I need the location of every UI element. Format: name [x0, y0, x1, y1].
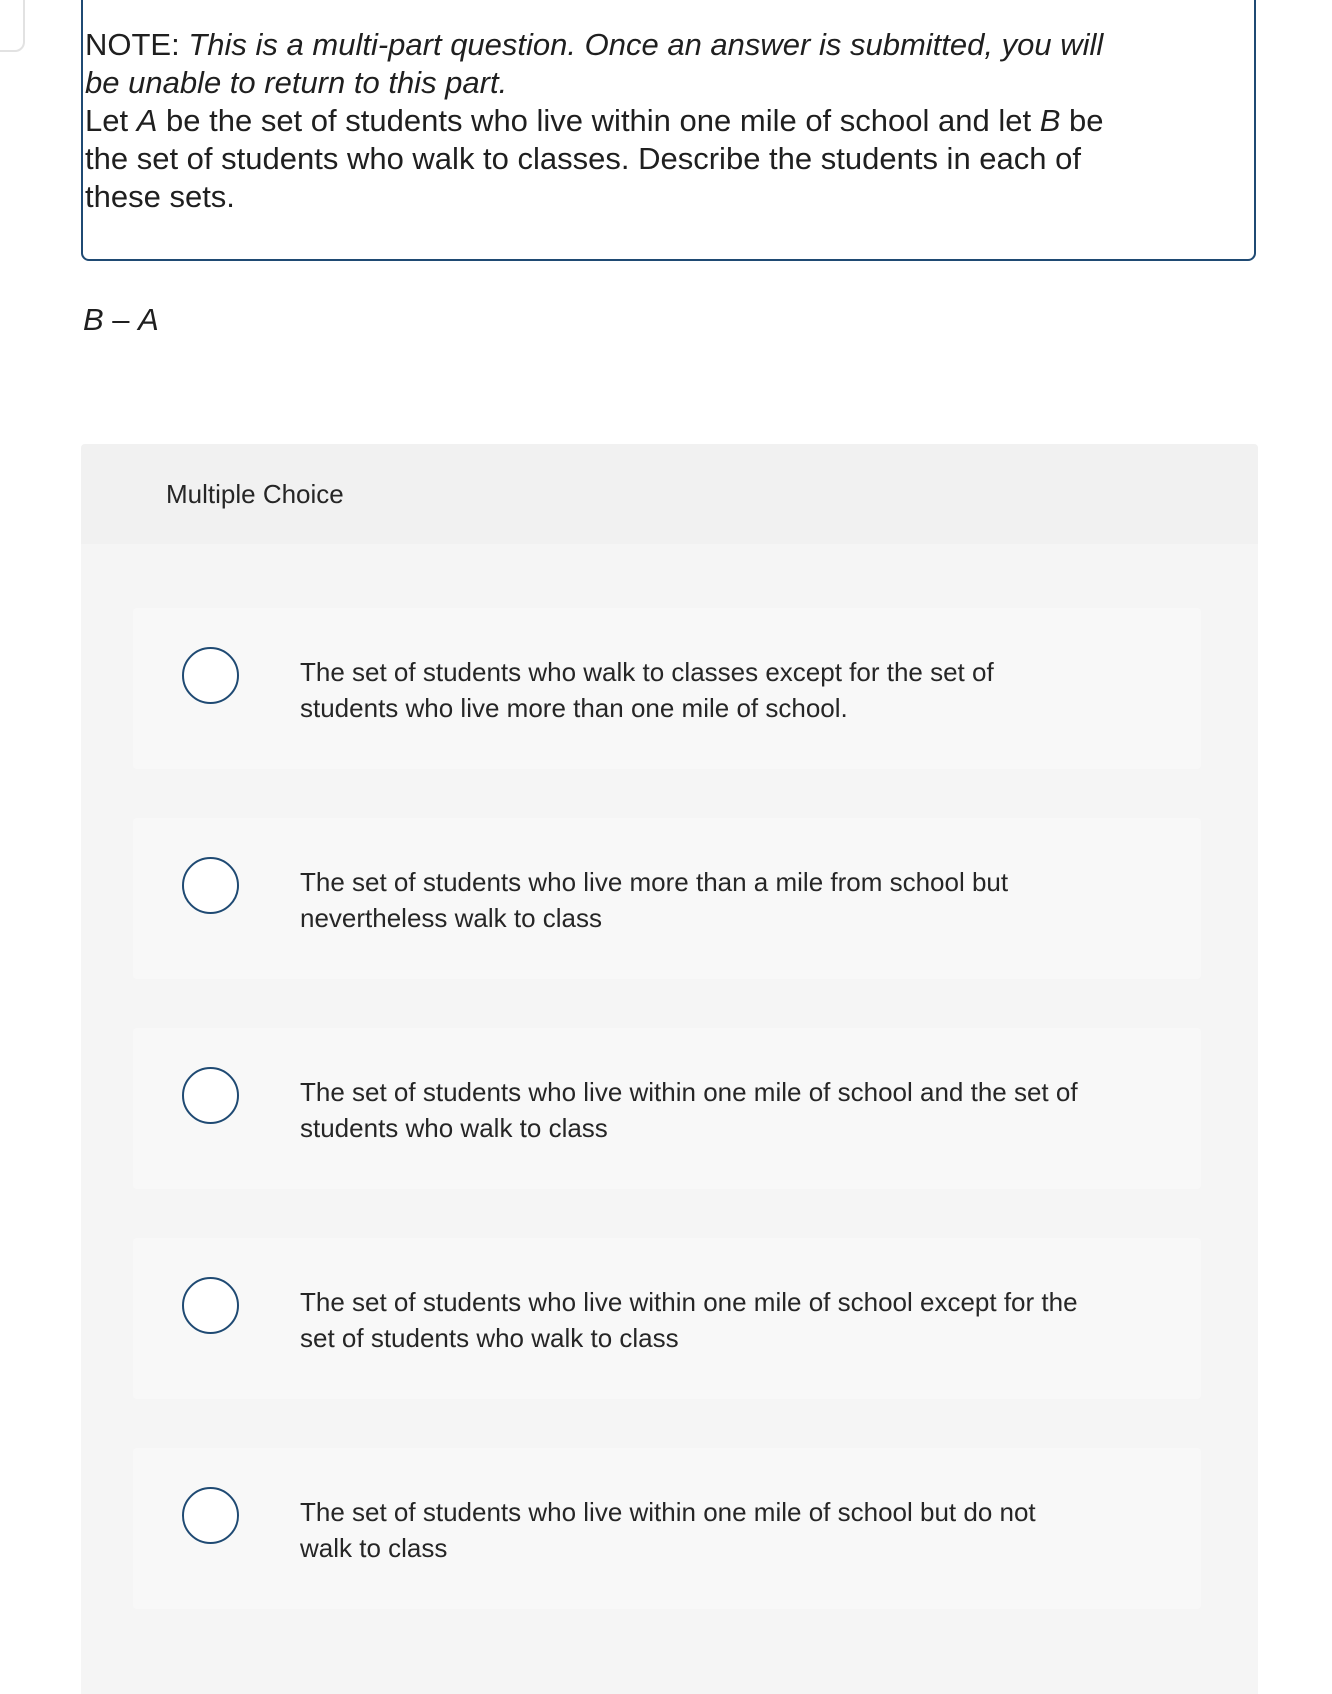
- prompt-var-b: B: [1039, 103, 1061, 138]
- question-prompt: [85, 102, 1145, 216]
- radio-button-icon[interactable]: [182, 1067, 239, 1124]
- expression-left: B: [83, 302, 104, 337]
- expression-right: A: [138, 302, 159, 337]
- multiple-choice-label: Multiple Choice: [166, 479, 344, 509]
- choice-text: The set of students who live within one mile of school but do not walk to class: [300, 1497, 1036, 1563]
- radio-button-icon[interactable]: [182, 647, 239, 704]
- choice-text: The set of students who live within one mile of school except for the set of students who walk to class: [300, 1287, 1078, 1353]
- radio-button-icon[interactable]: [182, 1487, 239, 1544]
- choice-text: The set of students who live within one mile of school and the set of students who walk to class: [300, 1077, 1078, 1143]
- prompt-text-3: be the set of students who walk to classes. Describe the students in each of these sets.: [85, 103, 1104, 214]
- prompt-var-a: A: [136, 103, 158, 138]
- choice-option-3[interactable]: [133, 1028, 1201, 1189]
- panel-header: [81, 444, 1258, 544]
- prompt-text-2: be the set of students who live within one mile of school and let: [157, 103, 1040, 138]
- choice-text: The set of students who walk to classes except for the set of students who live more than one mile of school.: [300, 657, 994, 723]
- set-expression: [83, 300, 159, 340]
- radio-button-icon[interactable]: [182, 1277, 239, 1334]
- prompt-text-1: Let: [85, 103, 137, 138]
- choice-option-5[interactable]: [133, 1448, 1201, 1609]
- choice-text: The set of students who live more than a mile from school but nevertheless walk to class: [300, 867, 1009, 933]
- note-label: NOTE:: [85, 27, 180, 62]
- multiple-choice-panel: [81, 444, 1258, 1694]
- choice-option-1[interactable]: [133, 608, 1201, 769]
- question-text: [85, 26, 1145, 216]
- radio-button-icon[interactable]: [182, 857, 239, 914]
- previous-card-edge: [0, 0, 25, 52]
- choice-option-4[interactable]: [133, 1238, 1201, 1399]
- expression-operator: –: [103, 302, 139, 337]
- choice-option-2[interactable]: [133, 818, 1201, 979]
- note-italic: This is a multi-part question. Once an answer is submitted, you will be unable to return to this part.: [85, 27, 1104, 100]
